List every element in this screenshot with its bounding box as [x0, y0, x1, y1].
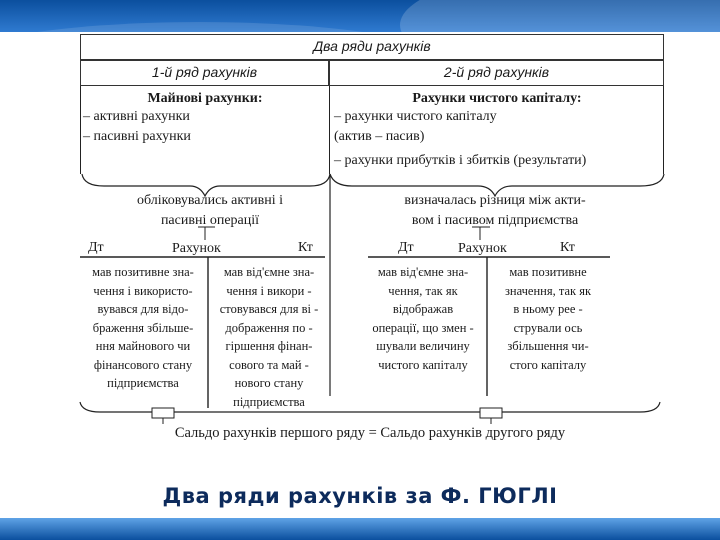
- text-line: підприємства: [107, 376, 179, 390]
- right-item: – рахунки чистого капіталу: [334, 109, 497, 124]
- text-line: мав від'ємне зна-: [377, 265, 469, 279]
- left-credit-text: [210, 263, 328, 411]
- text-line: збільшення чи-: [507, 339, 589, 353]
- text-line: дображення по -: [225, 320, 313, 335]
- left-account-label: Рахунок: [172, 241, 221, 256]
- text-line: шували величину: [376, 339, 470, 353]
- left-brace-text: пасивні операції: [160, 213, 260, 228]
- text-line: чення і викори -: [226, 283, 312, 298]
- text-line: браження збільше-: [92, 320, 194, 335]
- right-credit-label: Кт: [560, 240, 575, 255]
- text-line: значення, так як: [504, 283, 592, 298]
- text-line: мав позитивне: [509, 265, 587, 279]
- row2-label: 2-й ряд рахунків: [329, 60, 664, 86]
- left-item: – активні рахунки: [83, 109, 190, 124]
- text-line: операції, що змен -: [372, 320, 474, 335]
- right-credit-text: [489, 263, 607, 374]
- left-heading: Майнові рахунки:: [147, 91, 263, 106]
- left-debit-text: [80, 263, 206, 393]
- right-debit-label: Дт: [398, 240, 414, 255]
- row1-label: 1-й ряд рахунків: [80, 60, 329, 86]
- text-line: стого капіталу: [509, 357, 587, 372]
- text-line: в ньому рее -: [513, 302, 583, 316]
- right-brace-text: визначалась різниця між акти-: [404, 193, 586, 208]
- text-line: вувався для відо-: [97, 302, 189, 316]
- diagram-title: Два ряди рахунків: [80, 34, 664, 60]
- text-line: чення, так як: [388, 283, 458, 298]
- right-heading: Рахунки чистого капіталу:: [412, 91, 582, 106]
- left-credit-label: Кт: [298, 240, 313, 255]
- slide-caption: Два ряди рахунків за Ф. ГЮГЛІ: [162, 484, 558, 508]
- text-line: гіршення фінан-: [225, 339, 313, 353]
- text-line: відображав: [392, 302, 454, 316]
- left-debit-label: Дт: [88, 240, 104, 255]
- balance-equation: Сальдо рахунків першого ряду = Сальдо рахунків другого ряду: [174, 425, 566, 441]
- right-item: (актив – пасив): [334, 129, 425, 144]
- left-item: – пасивні рахунки: [83, 129, 191, 144]
- left-brace-text: обліковувались активні і: [136, 193, 284, 208]
- right-account-label: Рахунок: [458, 241, 507, 256]
- right-debit-text: [362, 263, 484, 374]
- text-line: мав від'ємне зна-: [223, 265, 315, 279]
- text-line: підприємства: [233, 394, 305, 409]
- text-line: чення і використо-: [93, 283, 193, 298]
- text-line: сового та май -: [229, 357, 309, 372]
- right-brace-text: вом і пасивом підприємства: [411, 213, 579, 228]
- text-line: мав позитивне зна-: [92, 265, 194, 279]
- text-line: стовувався для ві -: [219, 302, 319, 316]
- text-line: фінансового стану: [93, 357, 193, 372]
- text-line: ння майнового чи: [95, 339, 191, 353]
- text-line: нового стану: [234, 376, 304, 390]
- text-line: чистого капіталу: [378, 357, 468, 372]
- right-item: – рахунки прибутків і збитків (результати): [334, 153, 587, 168]
- text-line: стрували ось: [513, 320, 583, 335]
